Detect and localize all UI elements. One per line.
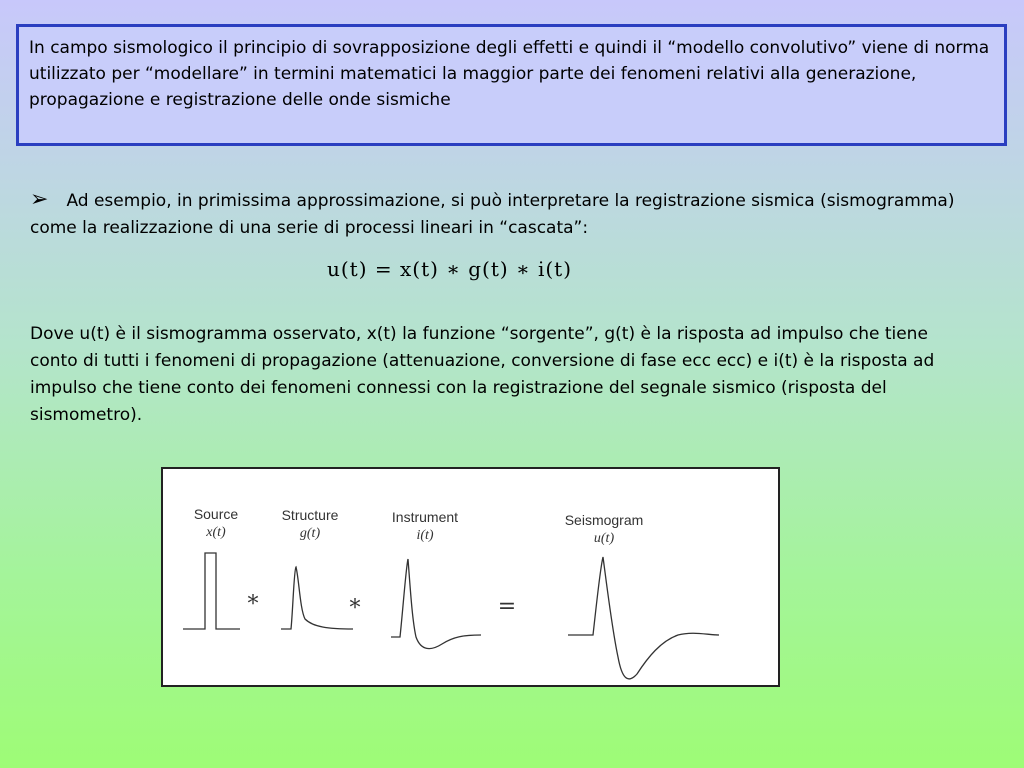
convolution-figure bbox=[161, 467, 780, 687]
description-paragraph: Dove u(t) è il sismogramma osservato, x(t) la funzione “sorgente”, g(t) è la risposta ad impulso che tiene conto di tutti i fenomeni di propagazione (attenuazione, conversione di fase ecc ecc) e i(t) è la risposta ad impulso che tiene conto dei fenomeni connessi con la registrazione del segnale sismico (risposta del sismometro). bbox=[30, 324, 935, 425]
instrument-waveform bbox=[391, 559, 481, 649]
convolution-diagram bbox=[163, 469, 778, 685]
structure-waveform bbox=[281, 567, 353, 629]
seismogram-symbol: u(t) bbox=[593, 531, 615, 546]
convolution-operator-1: * bbox=[247, 592, 259, 617]
source-title: Source bbox=[193, 506, 239, 522]
structure-symbol: g(t) bbox=[299, 526, 321, 541]
source-symbol: x(t) bbox=[206, 525, 226, 540]
equals-operator: = bbox=[497, 594, 517, 619]
bullet-paragraph bbox=[30, 186, 990, 242]
arrow-bullet-icon: ➢ bbox=[30, 187, 49, 212]
bullet-text: Ad esempio, in primissima approssimazione, si può interpretare la registrazione sismica (sismogramma) come la realizzazione di una serie di processi lineari in “cascata”: bbox=[30, 191, 955, 238]
seismogram-waveform bbox=[568, 557, 719, 679]
instrument-title: Instrument bbox=[391, 509, 459, 525]
structure-title: Structure bbox=[281, 507, 339, 523]
seismogram-title: Seismogram bbox=[564, 512, 644, 528]
convolution-operator-2: * bbox=[349, 596, 361, 621]
convolution-equation: u(t) = x(t) ∗ g(t) ∗ i(t) bbox=[327, 257, 573, 281]
intro-text: In campo sismologico il principio di sovrapposizione degli effetti e quindi il “modello convolutivo” viene di norma utilizzato per “modellare” in termini matematici la maggior parte dei fenomeni relativi alla generazione, propagazione e registrazione delle onde sismiche bbox=[29, 38, 990, 110]
intro-box bbox=[16, 24, 1007, 146]
instrument-symbol: i(t) bbox=[416, 528, 434, 543]
source-waveform bbox=[183, 553, 240, 629]
